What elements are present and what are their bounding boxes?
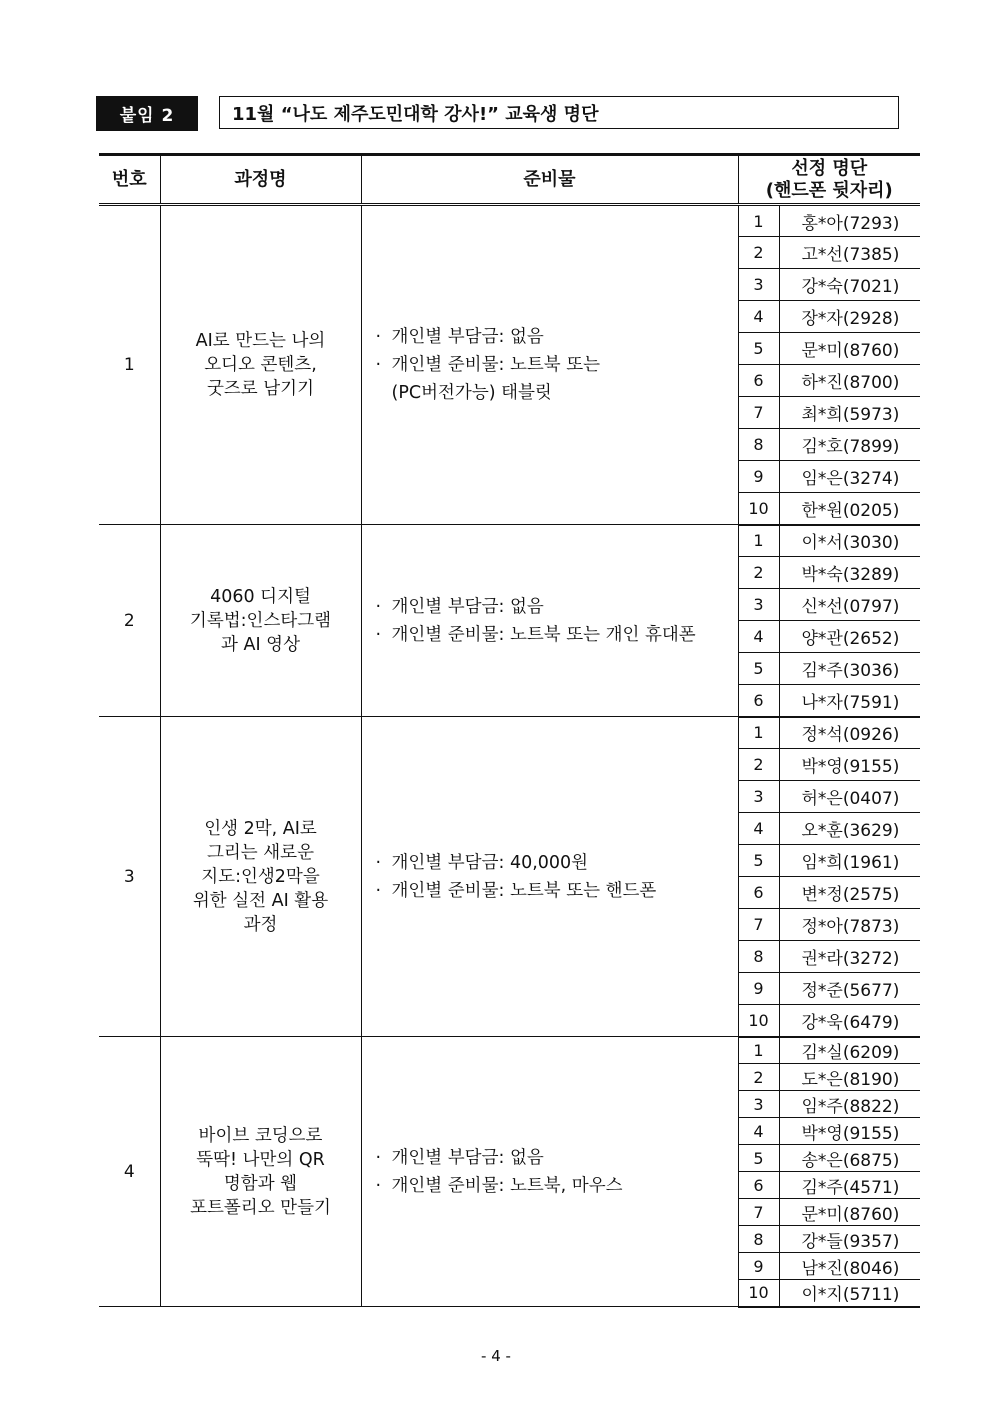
preparation-list: [362, 323, 738, 407]
trainee-index: 5: [738, 845, 779, 877]
trainee-name: 양*관(2652): [779, 621, 920, 653]
course-name: [161, 1124, 361, 1220]
course-name-line: 포트폴리오 만들기: [190, 1197, 331, 1218]
preparation-text: 개인별 부담금: 없음: [391, 596, 544, 617]
trainee-name: 강*숙(7021): [779, 269, 920, 301]
trainee-name: 이*지(5711): [779, 1280, 920, 1307]
table-row: [99, 525, 920, 557]
course-name-line: 굿즈로 남기기: [207, 379, 314, 399]
trainee-index: 2: [738, 749, 779, 781]
trainee-name: 강*들(9357): [779, 1226, 920, 1253]
trainee-index: 10: [738, 1280, 779, 1307]
page-number: - 4 -: [481, 1347, 511, 1365]
preparation-text: 개인별 준비물: 노트북 또는 핸드폰: [391, 880, 657, 901]
trainee-index: 2: [738, 557, 779, 589]
preparation-item: [376, 849, 738, 877]
trainee-index: 5: [738, 333, 779, 365]
trainee-index: 7: [738, 1199, 779, 1226]
course-number: 3: [99, 717, 160, 1037]
course-number: 1: [99, 205, 160, 525]
trainee-index: 7: [738, 909, 779, 941]
trainee-index: 4: [738, 621, 779, 653]
table-header-row: [99, 155, 920, 205]
preparation-item: [376, 621, 738, 649]
preparation-list: [362, 593, 738, 649]
trainee-name: 임*희(1961): [779, 845, 920, 877]
trainee-index: 2: [738, 1064, 779, 1091]
preparation-item: [376, 1144, 738, 1172]
trainee-index: 3: [738, 1091, 779, 1118]
trainee-name: 김*주(4571): [779, 1172, 920, 1199]
trainee-index: 8: [738, 941, 779, 973]
preparation-text: 개인별 부담금: 40,000원: [391, 852, 589, 873]
bullet-icon: ·: [375, 596, 382, 617]
header-preparation: 준비물: [361, 155, 738, 205]
bullet-icon: ·: [375, 852, 382, 873]
trainee-name: 장*자(2928): [779, 301, 920, 333]
course-name-line: AI로 만드는 나의: [195, 331, 326, 351]
course-name-line: 오디오 콘텐츠,: [204, 355, 317, 375]
course-number: 2: [99, 525, 160, 717]
trainee-name: 남*진(8046): [779, 1253, 920, 1280]
trainee-index: 9: [738, 1253, 779, 1280]
preparation-item: [376, 877, 738, 905]
trainee-name: 송*은(6875): [779, 1145, 920, 1172]
trainee-name: 권*라(3272): [779, 941, 920, 973]
trainee-index: 1: [738, 205, 779, 237]
trainee-name: 문*미(8760): [779, 1199, 920, 1226]
course-name-line: 바이브 코딩으로: [198, 1125, 323, 1146]
trainee-name: 김*호(7899): [779, 429, 920, 461]
course-name: [161, 585, 361, 657]
trainee-name: 도*은(8190): [779, 1064, 920, 1091]
trainee-name: 최*희(5973): [779, 397, 920, 429]
course-name: [161, 329, 361, 401]
trainee-index: 4: [738, 301, 779, 333]
trainee-index: 5: [738, 653, 779, 685]
preparation-text: 개인별 준비물: 노트북, 마우스: [391, 1175, 623, 1196]
course-name: [161, 817, 361, 937]
course-name-line: 위한 실전 AI 활용: [192, 890, 329, 911]
trainee-index: 6: [738, 365, 779, 397]
trainee-index: 8: [738, 429, 779, 461]
trainee-index: 3: [738, 589, 779, 621]
trainee-index: 4: [738, 813, 779, 845]
trainee-name: 박*영(9155): [779, 1118, 920, 1145]
trainee-index: 1: [738, 525, 779, 557]
preparation-list: [362, 849, 738, 905]
preparation-cell: [361, 1037, 738, 1307]
trainee-name: 이*서(3030): [779, 525, 920, 557]
trainee-index: 3: [738, 269, 779, 301]
table-row: [99, 717, 920, 749]
course-name-line: 4060 디지털: [210, 586, 311, 607]
trainee-index: 10: [738, 1005, 779, 1037]
header-selected-line2: (핸드폰 뒷자리): [765, 179, 893, 201]
trainee-index: 9: [738, 461, 779, 493]
trainee-index: 1: [738, 1037, 779, 1064]
course-name-line: 인생 2막, AI로: [204, 818, 317, 839]
trainee-name: 김*주(3036): [779, 653, 920, 685]
course-name-line: 명함과 웹: [223, 1173, 298, 1194]
bullet-icon: ·: [375, 1147, 382, 1168]
preparation-item: [376, 351, 738, 379]
bullet-icon: ·: [375, 624, 382, 645]
trainee-name: 박*영(9155): [779, 749, 920, 781]
course-name-line: 지도:인생2막을: [201, 866, 320, 887]
trainee-name: 변*정(2575): [779, 877, 920, 909]
preparation-list: [362, 1144, 738, 1200]
bullet-icon: ·: [375, 1175, 382, 1196]
course-name-line: 과정: [243, 914, 278, 935]
attachment-badge: 붙임 2: [96, 96, 198, 131]
trainee-name: 김*실(6209): [779, 1037, 920, 1064]
trainee-name: 하*진(8700): [779, 365, 920, 397]
trainee-index: 9: [738, 973, 779, 1005]
trainee-name: 임*주(8822): [779, 1091, 920, 1118]
preparation-item: [376, 1172, 738, 1200]
preparation-cell: [361, 525, 738, 717]
trainee-name: 홍*아(7293): [779, 205, 920, 237]
course-name-line: 과 AI 영상: [221, 634, 300, 655]
trainee-index: 1: [738, 717, 779, 749]
bullet-icon: ·: [375, 327, 382, 347]
trainee-name: 정*석(0926): [779, 717, 920, 749]
trainee-index: 2: [738, 237, 779, 269]
trainee-index: 8: [738, 1226, 779, 1253]
preparation-text: 개인별 부담금: 없음: [391, 1147, 544, 1168]
trainee-roster-table: [99, 153, 920, 1308]
preparation-item: [376, 379, 738, 407]
course-name-cell: [160, 205, 361, 525]
header-selected-list: [738, 155, 920, 205]
course-name-line: 그리는 새로운: [207, 842, 314, 863]
preparation-item: [376, 323, 738, 351]
trainee-index: 6: [738, 1172, 779, 1199]
preparation-text: (PC버전가능) 태블릿: [391, 383, 552, 403]
trainee-index: 4: [738, 1118, 779, 1145]
trainee-index: 3: [738, 781, 779, 813]
course-number: 4: [99, 1037, 160, 1307]
preparation-text: 개인별 준비물: 노트북 또는: [391, 355, 601, 375]
preparation-cell: [361, 205, 738, 525]
trainee-name: 고*선(7385): [779, 237, 920, 269]
preparation-text: 개인별 부담금: 없음: [391, 327, 544, 347]
trainee-name: 신*선(0797): [779, 589, 920, 621]
trainee-name: 정*아(7873): [779, 909, 920, 941]
trainee-name: 정*준(5677): [779, 973, 920, 1005]
trainee-name: 오*훈(3629): [779, 813, 920, 845]
trainee-index: 10: [738, 493, 779, 525]
bullet-icon: ·: [375, 880, 382, 901]
bullet-icon: ·: [375, 355, 382, 375]
trainee-index: 6: [738, 877, 779, 909]
course-name-line: 기록법:인스타그램: [189, 610, 332, 631]
course-name-cell: [160, 525, 361, 717]
course-name-cell: [160, 1037, 361, 1307]
trainee-index: 6: [738, 685, 779, 717]
table-row: [99, 205, 920, 237]
course-name-line: 뚝딱! 나만의 QR: [196, 1149, 325, 1170]
preparation-text: 개인별 준비물: 노트북 또는 개인 휴대폰: [391, 624, 696, 645]
trainee-index: 7: [738, 397, 779, 429]
document-title: 11월 “나도 제주도민대학 강사!” 교육생 명단: [219, 96, 899, 129]
trainee-name: 나*자(7591): [779, 685, 920, 717]
trainee-name: 한*원(0205): [779, 493, 920, 525]
course-name-cell: [160, 717, 361, 1037]
header-number: 번호: [99, 155, 160, 205]
trainee-name: 문*미(8760): [779, 333, 920, 365]
header-selected-line1: 선정 명단: [791, 157, 868, 179]
preparation-item: [376, 593, 738, 621]
trainee-name: 강*욱(6479): [779, 1005, 920, 1037]
preparation-cell: [361, 717, 738, 1037]
header-course: 과정명: [160, 155, 361, 205]
trainee-name: 허*은(0407): [779, 781, 920, 813]
table-row: [99, 1037, 920, 1064]
trainee-name: 박*숙(3289): [779, 557, 920, 589]
trainee-index: 5: [738, 1145, 779, 1172]
trainee-name: 임*은(3274): [779, 461, 920, 493]
